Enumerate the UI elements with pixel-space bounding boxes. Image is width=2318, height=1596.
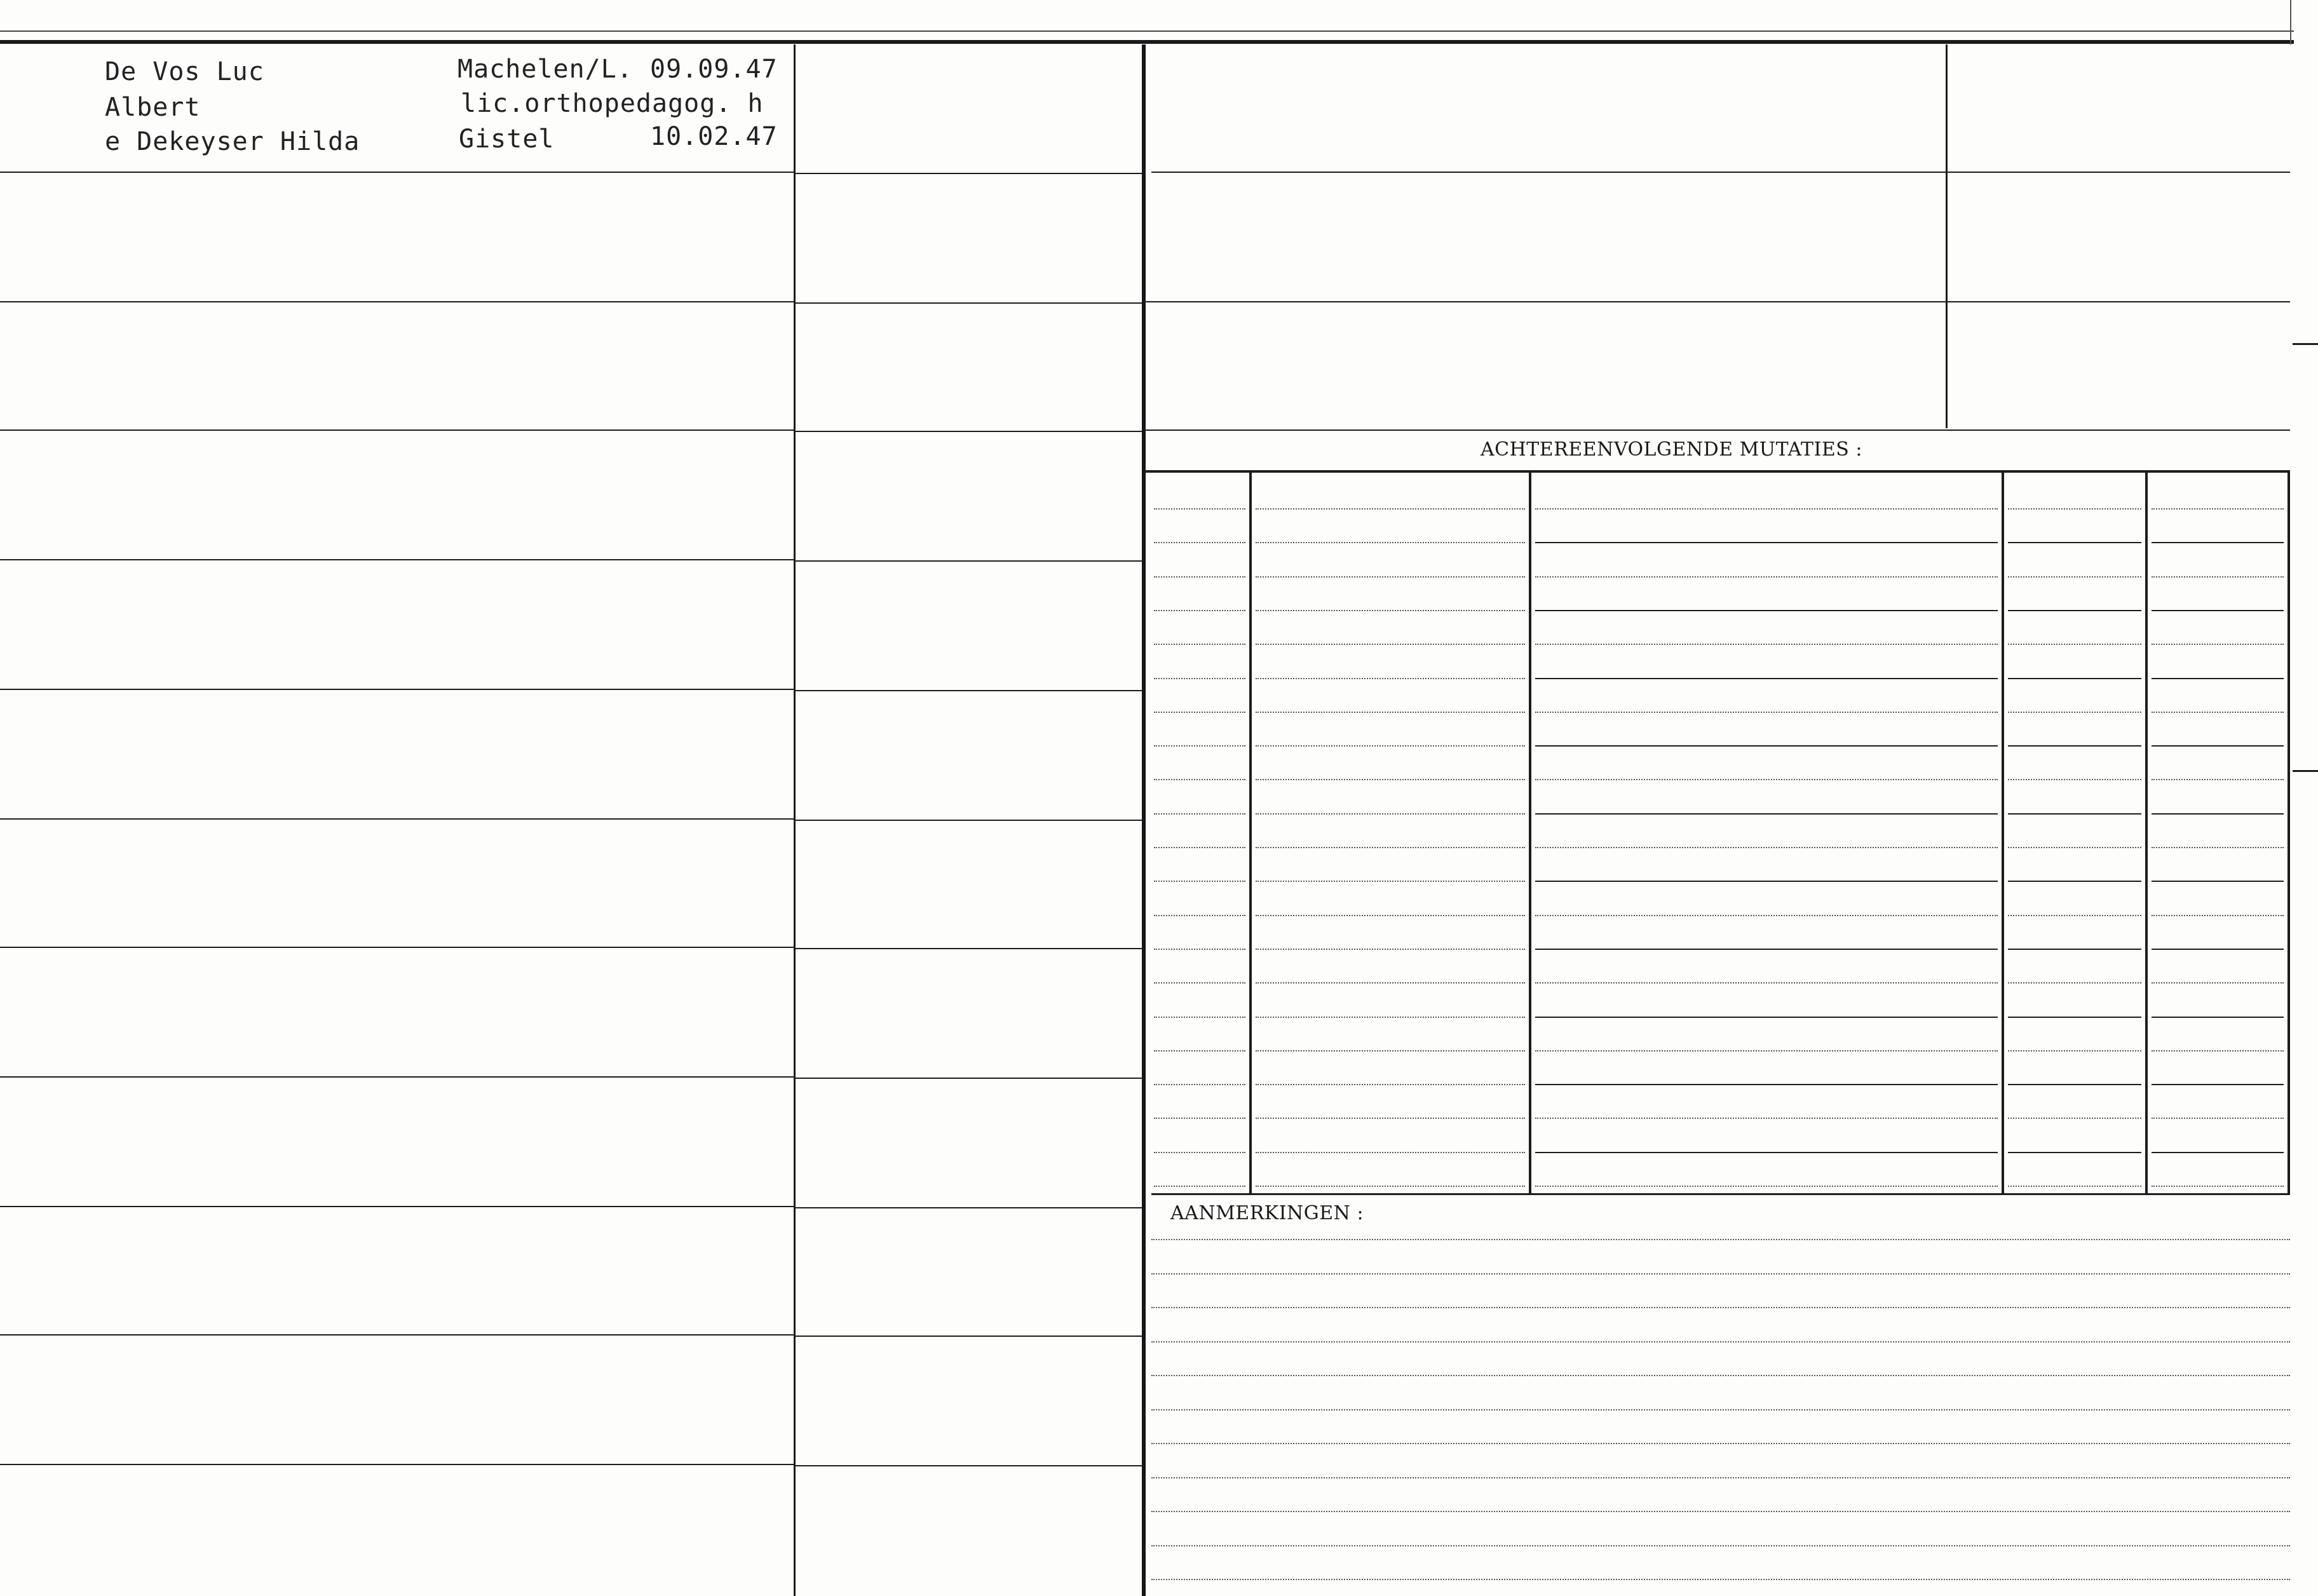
mutations-table-rule: [2008, 881, 2141, 882]
profession: lic.orthopedagog. h: [461, 89, 764, 118]
left-row-line: [0, 1464, 794, 1465]
mutations-table-rule: [1154, 847, 1245, 848]
remarks-rule: [1151, 1545, 2290, 1546]
mutations-table-rule: [1256, 678, 1525, 679]
mutations-table-rule: [1535, 1186, 1998, 1187]
left-row-line: [0, 559, 794, 560]
mutations-table-rule: [1154, 644, 1245, 645]
mutations-table-rule: [1154, 678, 1245, 679]
mutations-table-rule: [2008, 644, 2141, 645]
mutations-table-rule: [1256, 1017, 1525, 1018]
mutations-table-rule: [1535, 1017, 1998, 1018]
mutations-table-rule: [1154, 915, 1245, 916]
mutations-table-rule: [1154, 542, 1245, 543]
mutations-table-rule: [2152, 1084, 2284, 1085]
mutations-header-rule: [1144, 470, 2290, 473]
mutations-table-rule: [2008, 542, 2141, 543]
mutations-table-rule: [1256, 847, 1525, 848]
mutations-col-5: [2288, 471, 2290, 1194]
mutations-table-rule: [1535, 982, 1998, 984]
mutations-table-rule: [2152, 779, 2284, 780]
remarks-rule: [1151, 1341, 2290, 1342]
mutations-table-rule: [1256, 1118, 1525, 1119]
mutations-table-rule: [2152, 542, 2284, 543]
mutations-table-rule: [1256, 1084, 1525, 1085]
remarks-rule: [1151, 1273, 2290, 1275]
left-row-line: [0, 1334, 794, 1336]
mutations-table-rule: [2008, 610, 2141, 611]
mutations-table-rule: [1256, 881, 1525, 882]
mutations-table-rule: [1535, 1152, 1998, 1153]
remarks-rule: [1151, 1511, 2290, 1512]
mutations-table-rule: [2008, 847, 2141, 848]
top-right-edge: [2290, 0, 2291, 44]
mutations-table-rule: [1535, 712, 1998, 713]
mutations-table-rule: [2008, 1152, 2141, 1153]
mutations-table-rule: [1535, 1084, 1998, 1085]
left-row-line: [0, 301, 794, 302]
top-border-thick: [0, 40, 2294, 44]
mutations-table-rule: [2152, 1152, 2284, 1153]
mutations-table-rule: [2008, 813, 2141, 815]
left-row-line: [0, 172, 794, 173]
mutations-heading: ACHTEREENVOLGENDE MUTATIES :: [1481, 438, 1862, 461]
left-row-line: [796, 1207, 1142, 1208]
mutations-table-rule: [2008, 508, 2141, 510]
mutations-table-rule: [2008, 1084, 2141, 1085]
person-name: De Vos Luc: [105, 57, 264, 86]
mutations-table-rule: [1535, 576, 1998, 578]
center-divider: [1142, 44, 1146, 1596]
mutations-table-rule: [1256, 712, 1525, 713]
mutations-table-rule: [1535, 1118, 1998, 1119]
mutations-col-4: [2145, 471, 2148, 1194]
remarks-heading: AANMERKINGEN :: [1170, 1202, 1364, 1224]
mutations-table-rule: [2152, 949, 2284, 950]
mutations-table-rule: [1535, 508, 1998, 510]
right-top-divider: [1946, 44, 1948, 428]
mutations-table-rule: [1535, 847, 1998, 848]
left-row-line: [796, 690, 1142, 691]
mutations-table-rule: [2152, 745, 2284, 747]
mutations-table-rule: [1154, 1186, 1245, 1187]
mutations-table-rule: [1256, 1152, 1525, 1153]
mutations-table-rule: [1154, 813, 1245, 815]
mutations-table-rule: [1154, 610, 1245, 611]
remarks-rule: [1151, 1579, 2290, 1580]
left-row-line: [796, 820, 1142, 821]
mutations-table-rule: [2152, 1017, 2284, 1018]
mutations-table-rule: [1256, 949, 1525, 950]
mutations-table-rule: [1154, 1152, 1245, 1153]
mutations-col-3: [2002, 471, 2004, 1194]
left-row-line: [796, 560, 1142, 562]
mutations-table-rule: [2152, 610, 2284, 611]
left-row-line: [0, 1076, 794, 1078]
birth-date: 09.09.47: [650, 55, 778, 84]
mutations-table-rule: [1154, 1118, 1245, 1119]
mutations-table-rule: [1256, 982, 1525, 984]
mutations-table-rule: [1154, 745, 1245, 747]
mutations-table-rule: [2152, 508, 2284, 510]
remarks-rule: [1151, 1477, 2290, 1478]
mutations-bottom-rule: [1151, 1193, 2290, 1195]
mutations-table-rule: [1256, 542, 1525, 543]
right-row-3: [1144, 429, 2290, 431]
mutations-table-rule: [2008, 576, 2141, 578]
mutations-table-rule: [1535, 542, 1998, 543]
mutations-table-rule: [1256, 644, 1525, 645]
mutations-table-rule: [1535, 678, 1998, 679]
mutations-table-rule: [1256, 813, 1525, 815]
mutations-table-rule: [2152, 678, 2284, 679]
mutations-col-1: [1249, 471, 1252, 1194]
top-border-thin: [0, 30, 2294, 32]
right-row-2: [1144, 301, 2290, 302]
mutations-table-rule: [1535, 610, 1998, 611]
mutations-table-rule: [1154, 1084, 1245, 1085]
mutations-table-rule: [2008, 1050, 2141, 1052]
mutations-table-rule: [2152, 847, 2284, 848]
mutations-table-rule: [2008, 915, 2141, 916]
birth-place: Machelen/L.: [458, 55, 633, 84]
mutations-table-rule: [1535, 915, 1998, 916]
mutations-table-rule: [1256, 779, 1525, 780]
mutations-table-rule: [2152, 881, 2284, 882]
mutations-table-rule: [1256, 915, 1525, 916]
mutations-table-rule: [2152, 1118, 2284, 1119]
mutations-table-rule: [1154, 712, 1245, 713]
mutations-table-rule: [1256, 1050, 1525, 1052]
mutations-table-rule: [1256, 745, 1525, 747]
mutations-col-2: [1529, 471, 1531, 1194]
mutations-table-rule: [1256, 508, 1525, 510]
left-row-line: [0, 1206, 794, 1207]
mutations-table-rule: [1154, 779, 1245, 780]
mutations-table-rule: [2152, 1186, 2284, 1187]
mutations-table-rule: [2008, 678, 2141, 679]
left-row-line: [0, 947, 794, 948]
mutations-table-rule: [2152, 644, 2284, 645]
mutations-table-rule: [2008, 1118, 2141, 1119]
remarks-rule: [1151, 1307, 2290, 1308]
spouse-name: e Dekeyser Hilda: [105, 127, 360, 156]
mutations-table-rule: [2008, 982, 2141, 984]
mutations-table-rule: [1154, 881, 1245, 882]
mutations-table-rule: [1154, 576, 1245, 578]
remarks-rule: [1151, 1409, 2290, 1410]
mutations-table-rule: [2008, 779, 2141, 780]
left-row-line: [796, 173, 1142, 174]
mutations-table-rule: [1256, 1186, 1525, 1187]
mutations-table-rule: [1535, 813, 1998, 815]
mutations-table-rule: [1154, 949, 1245, 950]
spouse-birth-date: 10.02.47: [650, 122, 778, 151]
person-given-name: Albert: [105, 93, 201, 122]
right-row-1: [1151, 172, 2290, 173]
mutations-table-rule: [1535, 779, 1998, 780]
left-row-line: [796, 1336, 1142, 1337]
mutations-table-rule: [2152, 813, 2284, 815]
mutations-table-rule: [1535, 949, 1998, 950]
left-row-line: [0, 429, 794, 431]
left-row-line: [796, 431, 1142, 432]
remarks-rule: [1151, 1375, 2290, 1376]
mutations-table-rule: [1154, 508, 1245, 510]
mutations-table-rule: [2008, 712, 2141, 713]
mutations-table-rule: [1535, 745, 1998, 747]
mutations-table-rule: [2008, 745, 2141, 747]
mutations-table-rule: [2152, 982, 2284, 984]
mutations-table-rule: [1256, 610, 1525, 611]
right-edge-mark-1: [2293, 343, 2318, 345]
mutations-table-rule: [1535, 1050, 1998, 1052]
left-row-line: [796, 948, 1142, 949]
mutations-table-rule: [2008, 1017, 2141, 1018]
mutations-table-rule: [2008, 1186, 2141, 1187]
mutations-table-rule: [2152, 712, 2284, 713]
left-row-line: [0, 689, 794, 690]
mutations-table-rule: [1535, 881, 1998, 882]
left-row-line: [796, 1465, 1142, 1466]
left-row-line: [796, 302, 1142, 304]
mutations-table-rule: [1154, 982, 1245, 984]
right-edge-mark-2: [2293, 770, 2318, 772]
mutations-table-rule: [1256, 576, 1525, 578]
left-row-line: [0, 818, 794, 820]
mutations-table-rule: [1154, 1050, 1245, 1052]
mutations-table-rule: [1535, 644, 1998, 645]
mutations-table-rule: [2152, 1050, 2284, 1052]
mutations-table-rule: [2152, 915, 2284, 916]
remarks-rule: [1151, 1443, 2290, 1444]
spouse-birth-place: Gistel: [459, 125, 555, 154]
mutations-table-rule: [1154, 1017, 1245, 1018]
mutations-table-rule: [2008, 949, 2141, 950]
remarks-rule: [1151, 1239, 2290, 1240]
left-row-line: [796, 1078, 1142, 1079]
left-column-divider: [794, 44, 796, 1596]
mutations-table-rule: [2152, 576, 2284, 578]
